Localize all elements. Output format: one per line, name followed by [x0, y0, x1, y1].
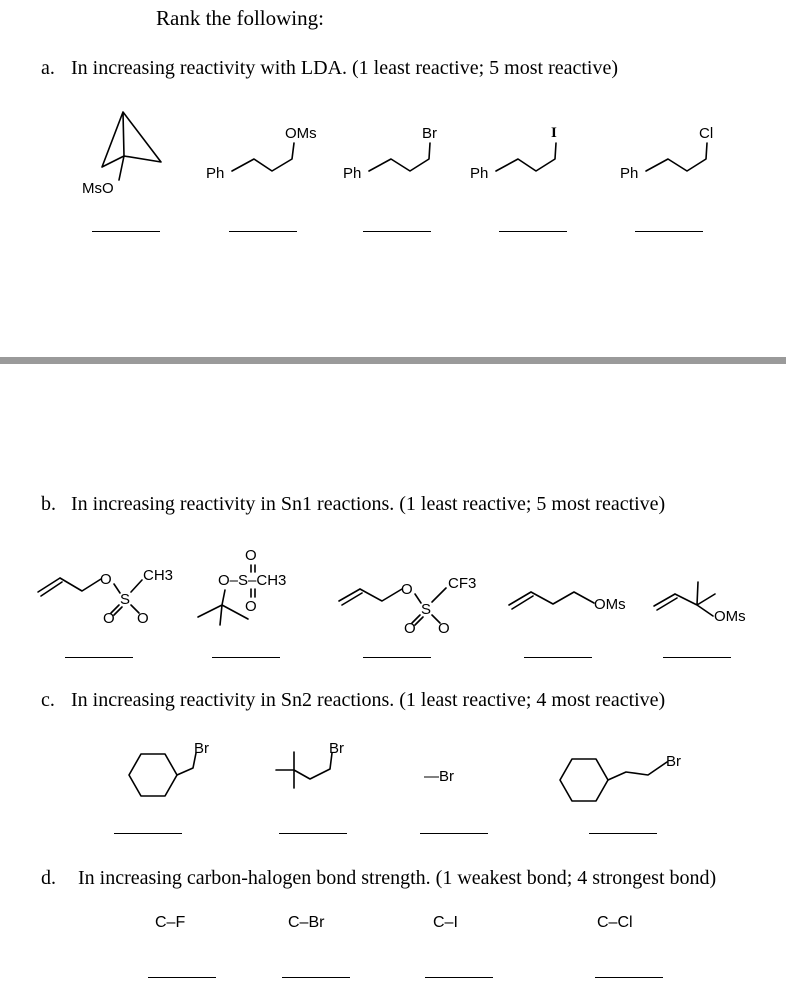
- br-label: Br: [666, 753, 681, 770]
- bond-label-ci: C–I: [433, 914, 458, 931]
- answer-blank-d2[interactable]: [282, 977, 350, 978]
- question-b-text: In increasing reactivity in Sn1 reactions. (1 least reactive; 5 most reactive): [71, 493, 666, 515]
- o-label: O: [137, 610, 149, 627]
- answer-blank-c4[interactable]: [589, 833, 657, 834]
- oms-label: OMs: [285, 125, 317, 142]
- answer-blank-d1[interactable]: [148, 977, 216, 978]
- oms-label: OMs: [594, 596, 626, 613]
- o-label: O: [103, 610, 115, 627]
- molecule-c1: [129, 740, 209, 796]
- page-title: Rank the following:: [156, 6, 324, 30]
- br-label: Br: [329, 740, 344, 757]
- ph-label: Ph: [620, 165, 639, 182]
- o-label: O: [438, 620, 450, 637]
- molecule-c4: [560, 753, 681, 801]
- o-label: O: [401, 581, 413, 598]
- bond-label-ccl: C–Cl: [597, 914, 633, 931]
- question-c-text: In increasing reactivity in Sn2 reactions. (1 least reactive; 4 most reactive): [71, 689, 666, 711]
- cf3-label: CF3: [448, 575, 477, 592]
- s-label: S: [120, 591, 131, 608]
- question-b-letter: b.: [41, 493, 56, 515]
- answer-blank-c3[interactable]: [420, 833, 488, 834]
- s-label: S: [421, 601, 432, 618]
- question-d-text: In increasing carbon-halogen bond strength. (1 weakest bond; 4 strongest bond): [78, 867, 717, 889]
- methyl-bromide-label: —Br: [424, 768, 454, 785]
- i-label: I: [551, 125, 557, 141]
- question-a-text: In increasing reactivity with LDA. (1 least reactive; 5 most reactive): [71, 57, 619, 79]
- answer-blank-c1[interactable]: [114, 833, 182, 834]
- answer-blank-c2[interactable]: [279, 833, 347, 834]
- ph-label: Ph: [206, 165, 225, 182]
- ph-label: Ph: [343, 165, 362, 182]
- o-label: O: [100, 571, 112, 588]
- cl-label: Cl: [699, 125, 714, 142]
- answer-blank-d4[interactable]: [595, 977, 663, 978]
- ch3-label: CH3: [143, 567, 174, 584]
- o-label: O: [245, 598, 257, 615]
- osch3-label: O–S–CH3: [218, 572, 287, 589]
- question-c-letter: c.: [41, 689, 55, 711]
- molecule-c3: [424, 768, 454, 785]
- oms-label: OMs: [714, 608, 746, 625]
- o-label: O: [404, 620, 416, 637]
- molecule-c2: [276, 740, 344, 788]
- ph-label: Ph: [470, 165, 489, 182]
- br-label: Br: [422, 125, 437, 142]
- bond-label-cbr: C–Br: [288, 914, 325, 931]
- answer-blank-d3[interactable]: [425, 977, 493, 978]
- bond-label-cf: C–F: [155, 914, 186, 931]
- br-label: Br: [194, 740, 209, 757]
- question-d-letter: d.: [41, 867, 56, 889]
- o-label: O: [245, 547, 257, 564]
- mso-label: MsO: [82, 180, 114, 197]
- question-a-letter: a.: [41, 57, 55, 79]
